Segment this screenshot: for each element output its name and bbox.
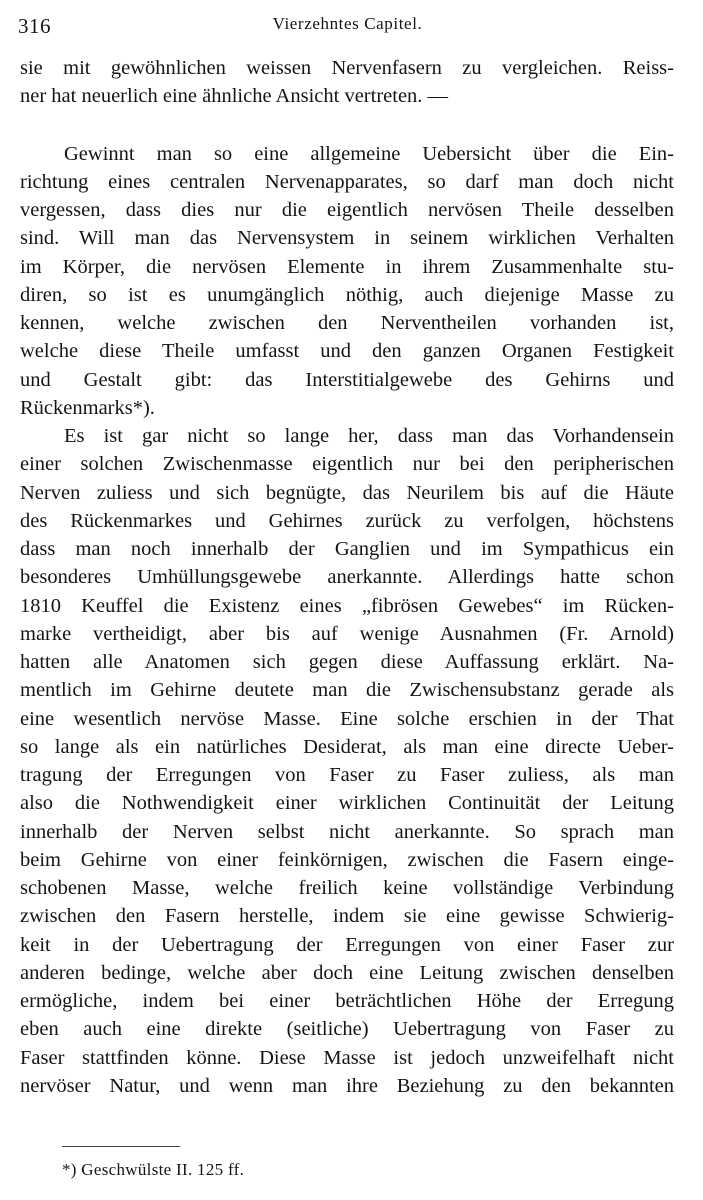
text-line: Faser stattfinden könne. Diese Masse ist jedoch unzweifelhaft nicht bbox=[20, 1046, 674, 1069]
text-line: tragung der Erregungen von Faser zu Faser zuliess, als man bbox=[20, 764, 674, 786]
text-line: marke vertheidigt, aber bis auf wenige Ausnahmen (Fr. Arnold) bbox=[20, 622, 674, 645]
text-line: nervöser Natur, und wenn man ihre Beziehung zu den bekannten bbox=[20, 1074, 674, 1097]
text-line: also die Nothwendigkeit einer wirklichen Continuität der Leitung bbox=[20, 792, 674, 815]
text-line: Rückenmarks*). bbox=[20, 396, 155, 419]
body-text bbox=[20, 54, 674, 1100]
paragraph bbox=[20, 422, 674, 1100]
text-line: hatten alle Anatomen sich gegen diese Auffassung erklärt. Na- bbox=[20, 651, 674, 673]
text-line: eine wesentlich nervöse Masse. Eine solche erschien in der That bbox=[20, 707, 674, 730]
text-line: welche diese Theile umfasst und den ganzen Organen Festigkeit bbox=[20, 340, 674, 363]
text-line: eben auch eine direkte (seitliche) Uebertragung von Faser zu bbox=[20, 1018, 674, 1041]
footnote-rule bbox=[62, 1146, 180, 1147]
text-line: Es ist gar nicht so lange her, dass man das Vorhandensein bbox=[64, 425, 674, 447]
text-line: sie mit gewöhnlichen weissen Nervenfasern zu vergleichen. Reiss- bbox=[20, 57, 674, 79]
text-line: keit in der Uebertragung der Erregungen von einer Faser zur bbox=[20, 933, 674, 956]
text-line: innerhalb der Nerven selbst nicht anerkannte. So sprach man bbox=[20, 820, 674, 843]
paragraph-gap bbox=[20, 111, 674, 140]
paragraph bbox=[20, 54, 674, 111]
text-line: mentlich im Gehirne deutete man die Zwischensubstanz gerade als bbox=[20, 679, 674, 702]
text-line: zwischen den Fasern herstelle, indem sie eine gewisse Schwierig- bbox=[20, 905, 674, 928]
footnote: *) Geschwülste II. 125 ff. bbox=[62, 1160, 245, 1179]
text-line: sind. Will man das Nervensystem in seinem wirklichen Verhalten bbox=[20, 227, 674, 250]
text-line: und Gestalt gibt: das Interstitialgewebe des Gehirns und bbox=[20, 368, 674, 391]
text-line: einer solchen Zwischenmasse eigentlich nur bei den peripherischen bbox=[20, 453, 674, 476]
text-line: des Rückenmarkes und Gehirnes zurück zu verfolgen, höchstens bbox=[20, 509, 674, 532]
text-line: ner hat neuerlich eine ähnliche Ansicht vertreten. — bbox=[20, 85, 449, 108]
text-line: im Körper, die nervösen Elemente in ihrem Zusammenhalte stu- bbox=[20, 255, 674, 278]
text-line: diren, so ist es unumgänglich nöthig, auch diejenige Masse zu bbox=[20, 283, 674, 306]
text-line: beim Gehirne von einer feinkörnigen, zwischen die Fasern einge- bbox=[20, 848, 674, 871]
text-line: anderen bedinge, welche aber doch eine Leitung zwischen denselben bbox=[20, 961, 674, 984]
text-line: vergessen, dass dies nur die eigentlich nervösen Theile desselben bbox=[20, 199, 674, 221]
paragraph bbox=[20, 140, 674, 423]
text-line: besonderes Umhüllungsgewebe anerkannte. Allerdings hatte schon bbox=[20, 566, 674, 589]
running-head: Vierzehntes Capitel. bbox=[272, 14, 423, 33]
text-line: dass man noch innerhalb der Ganglien und im Sympathicus ein bbox=[20, 538, 674, 560]
text-line: ermögliche, indem bei einer beträchtlichen Höhe der Erregung bbox=[20, 990, 674, 1012]
text-line: Nerven zuliess und sich begnügte, das Neurilem bis auf die Häute bbox=[20, 481, 674, 504]
page-header bbox=[18, 12, 677, 38]
text-line: richtung eines centralen Nervenapparates, so darf man doch nicht bbox=[20, 170, 674, 193]
page-number: 316 bbox=[18, 14, 51, 38]
text-line: Gewinnt man so eine allgemeine Uebersicht über die Ein- bbox=[64, 142, 674, 165]
text-line: schobenen Masse, welche freilich keine vollständige Verbindung bbox=[20, 877, 674, 899]
text-line: so lange als ein natürliches Desiderat, als man eine directe Ueber- bbox=[20, 735, 674, 758]
text-line: kennen, welche zwischen den Nerventheilen vorhanden ist, bbox=[20, 312, 674, 334]
text-line: 1810 Keuffel die Existenz eines „fibrösen Gewebes“ im Rücken- bbox=[20, 594, 674, 617]
